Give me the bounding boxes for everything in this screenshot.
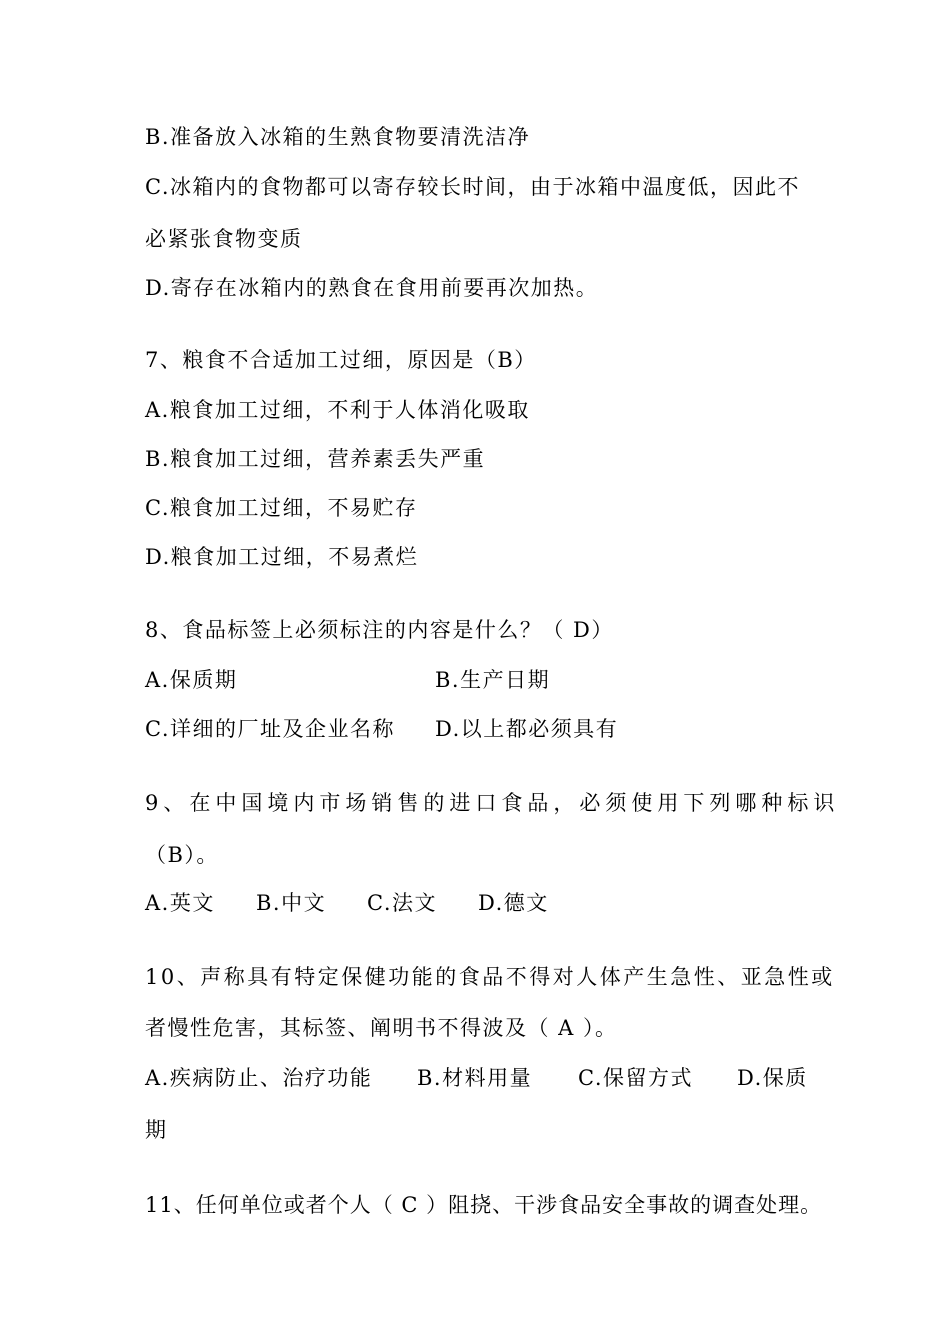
q9-option-c: C.法文 bbox=[367, 891, 437, 915]
q7-question: 7、粮食不合适加工过细，原因是（B） bbox=[145, 348, 537, 372]
q10-option-b: B.材料用量 bbox=[417, 1066, 533, 1090]
q11-question: 11、任何单位或者个人（ C ）阻挠、干涉食品安全事故的调查处理。 bbox=[145, 1193, 823, 1217]
q6-option-d: D.寄存在冰箱内的熟食在食用前要再次加热。 bbox=[145, 276, 599, 300]
q10-question-line1: 10、声称具有特定保健功能的食品不得对人体产生急性、亚急性或 bbox=[145, 965, 835, 989]
q7-option-c: C.粮食加工过细，不易贮存 bbox=[145, 496, 418, 520]
q8-options-row1 bbox=[145, 665, 845, 695]
q10-option-c: C.保留方式 bbox=[578, 1066, 693, 1090]
q10-question-line2: 者慢性危害，其标签、阐明书不得波及（ A ）。 bbox=[145, 1016, 618, 1040]
q10-option-d: D.保质 bbox=[737, 1066, 808, 1090]
q6-option-c-line1: C.冰箱内的食物都可以寄存较长时间，由于冰箱中温度低，因此不 bbox=[145, 175, 800, 199]
q7-option-a: A.粮食加工过细，不利于人体消化吸取 bbox=[145, 398, 530, 422]
q7-option-b: B.粮食加工过细，营养素丢失严重 bbox=[145, 447, 486, 471]
q9-option-b: B.中文 bbox=[256, 891, 327, 915]
q8-option-b: B.生产日期 bbox=[435, 668, 551, 692]
q10-option-a: A.疾病防止、治疗功能 bbox=[145, 1066, 373, 1090]
q8-option-d: D.以上都必须具有 bbox=[435, 717, 619, 741]
q10-option-d-wrap: 期 bbox=[145, 1118, 168, 1142]
q6-option-c-line2: 必紧张食物变质 bbox=[145, 227, 303, 251]
q6-option-b: B.准备放入冰箱的生熟食物要清洗洁净 bbox=[145, 125, 531, 149]
q9-question-line1: 9、在中国境内市场销售的进口食品，必须使用下列哪种标识 bbox=[145, 791, 840, 815]
q8-option-a: A.保质期 bbox=[145, 668, 238, 692]
q8-question: 8、食品标签上必须标注的内容是什么？（ D） bbox=[145, 618, 614, 642]
q9-option-a: A.英文 bbox=[145, 891, 215, 915]
q8-options-row2 bbox=[145, 714, 845, 744]
q9-question-line2: （B）。 bbox=[145, 843, 219, 867]
q9-option-d: D.德文 bbox=[478, 891, 549, 915]
q8-option-c: C.详细的厂址及企业名称 bbox=[145, 717, 395, 741]
q7-option-d: D.粮食加工过细，不易煮烂 bbox=[145, 545, 419, 569]
